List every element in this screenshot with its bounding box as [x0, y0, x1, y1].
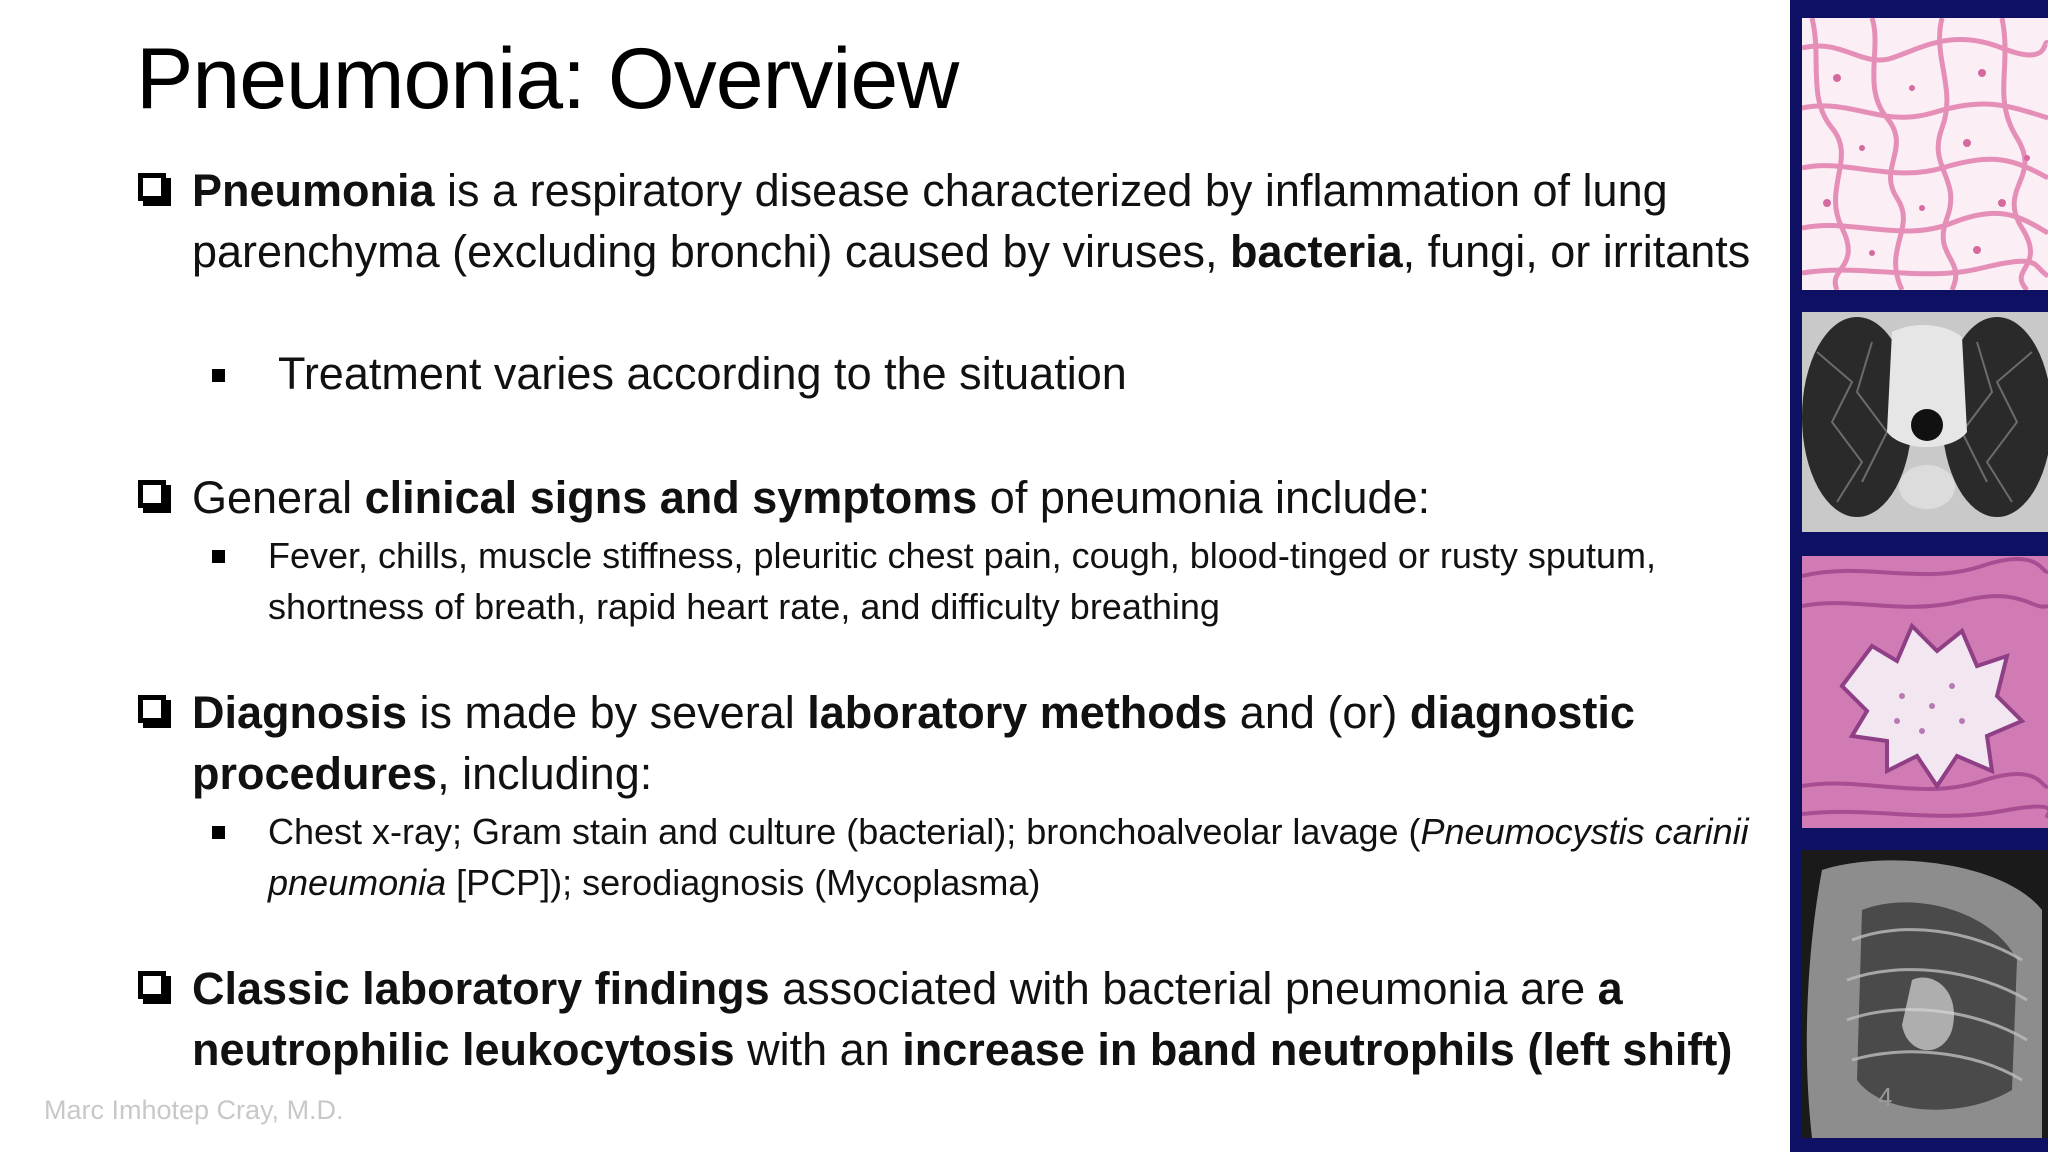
bullet-lab-findings	[136, 958, 1776, 1080]
checkbox-bullet-icon	[138, 173, 166, 201]
footer-author: Marc Imhotep Cray, M.D.	[44, 1095, 344, 1125]
text-span: General	[192, 472, 365, 523]
chest-ct-graphic	[1802, 312, 2048, 532]
chest-ct-image	[1802, 312, 2048, 532]
term-clinical-signs: clinical signs and symptoms	[364, 472, 978, 523]
square-bullet-icon	[212, 550, 225, 563]
histology-lung-image	[1802, 18, 2048, 290]
bullet-diagnosis	[136, 682, 1776, 804]
histology-bronchus-graphic	[1802, 556, 2048, 828]
sub-bullet-text	[268, 806, 1812, 908]
term-laboratory-methods: laboratory methods	[807, 687, 1228, 738]
sub-bullet-symptoms	[212, 530, 1812, 632]
chest-xray-image	[1802, 850, 2048, 1138]
bullet-pneumonia-definition	[136, 160, 1776, 282]
bullet-text	[192, 160, 1776, 282]
text-span: [PCP]); serodiagnosis (Mycoplasma)	[446, 862, 1041, 903]
image-strip	[1790, 0, 2048, 1152]
text-span: is a respiratory disease characterized by inflammation of lung parenchyma (excluding bronchi) caused by viruses,	[192, 165, 1668, 277]
text-span: , fungi, or irritants	[1402, 226, 1751, 277]
histology-lung-graphic	[1802, 18, 2048, 290]
bullet-text	[192, 682, 1776, 804]
text-span: , including:	[437, 748, 653, 799]
term-diagnostic-procedures: diagnostic procedures	[192, 687, 1635, 799]
term-bacteria: bacteria	[1230, 226, 1403, 277]
text-span: Chest x-ray; Gram stain and culture (bacterial); bronchoalveolar lavage (	[268, 811, 1421, 852]
page-number: 4	[1878, 1082, 1893, 1112]
text-span: and (or)	[1227, 687, 1410, 738]
term-neutrophilic-leukocytosis: a neutrophilic leukocytosis	[192, 963, 1623, 1075]
sub-bullet-text: Treatment varies according to the situation	[278, 348, 1127, 399]
term-classic-findings: Classic laboratory findings	[192, 963, 770, 1014]
checkbox-bullet-icon	[138, 480, 166, 508]
bullet-text	[192, 958, 1776, 1080]
term-pcp-italic: Pneumocystis carinii pneumonia	[268, 811, 1749, 903]
slide-title: Pneumonia: Overview	[136, 31, 959, 127]
sub-bullet-diagnostics	[212, 806, 1812, 908]
square-bullet-icon	[212, 826, 225, 839]
text-span: of pneumonia include:	[977, 472, 1431, 523]
checkbox-bullet-icon	[138, 971, 166, 999]
square-bullet-icon	[212, 369, 225, 382]
sub-bullet-text: Fever, chills, muscle stiffness, pleuritic chest pain, cough, blood-tinged or rusty sputum, shortness of breath, rapid heart rate, and difficulty breathing	[268, 535, 1656, 627]
term-pneumonia: Pneumonia	[192, 165, 435, 216]
bullet-text	[192, 467, 1776, 528]
chest-xray-graphic	[1802, 850, 2048, 1138]
checkbox-bullet-icon	[138, 695, 166, 723]
histology-bronchus-image	[1802, 556, 2048, 828]
term-diagnosis: Diagnosis	[192, 687, 408, 738]
term-left-shift: increase in band neutrophils (left shift)	[902, 1024, 1733, 1075]
sub-bullet-treatment	[212, 343, 1812, 404]
text-span: with an	[734, 1024, 903, 1075]
bullet-clinical-signs	[136, 467, 1776, 528]
text-span: is made by several	[407, 687, 808, 738]
text-span: associated with bacterial pneumonia are	[769, 963, 1598, 1014]
